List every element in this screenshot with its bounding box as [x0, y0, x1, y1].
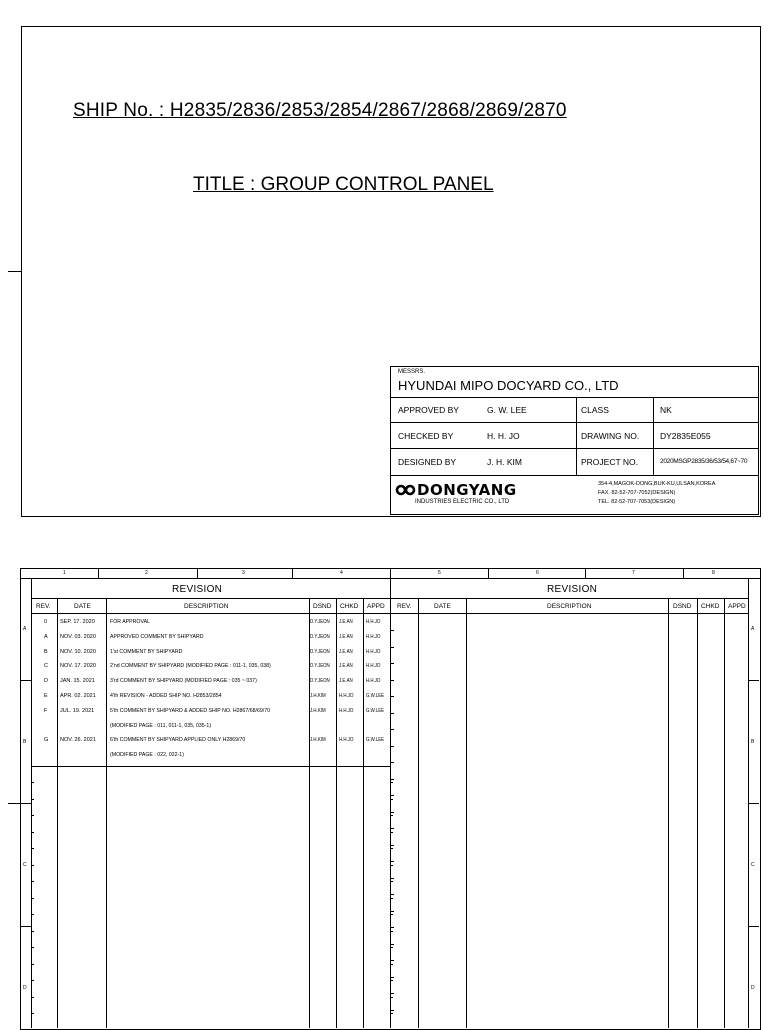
company-address: 354-4,MAGOK-DONG,BUK-KU,ULSAN,KOREA — [598, 481, 716, 487]
ship-number: SHIP No. : H2835/2836/2853/2854/2867/2868/2869/2870 — [73, 100, 567, 121]
rev-cell-rev: A — [44, 633, 48, 640]
tb-divider — [391, 475, 758, 476]
rev-cell-date: APR. 02. 2021 — [60, 693, 96, 699]
margin-tick — [31, 865, 34, 866]
column-number: 5 — [438, 570, 441, 576]
rev-cell-rev: B — [44, 648, 48, 655]
column-tick — [197, 568, 198, 578]
margin-tick — [31, 964, 34, 965]
checked-by-value: H. H. JO — [487, 431, 520, 441]
rev-cell-appd: H.H.JO — [366, 648, 381, 655]
margin-tick — [390, 980, 393, 981]
rev-cell-chkd: J.E.AN — [339, 648, 353, 655]
rev-cell-dsnd: D.Y.JEON — [310, 619, 330, 625]
margin-tick — [391, 861, 394, 862]
rev-cell-desc: (MODIFIED PAGE : 011, 011-1, 035, 035-1) — [110, 722, 212, 729]
margin-tick — [391, 977, 394, 978]
rev-cell-date: NOV. 26. 2021 — [60, 737, 96, 744]
margin-tick — [391, 812, 394, 813]
class-label: CLASS — [581, 405, 609, 415]
zone-letter: B — [23, 739, 27, 745]
designed-by-label: DESIGNED BY — [398, 457, 457, 467]
col-line — [336, 598, 337, 1028]
designed-by-value: J. H. KIM — [487, 457, 522, 467]
col-line — [363, 598, 364, 1028]
zone-tick — [20, 680, 31, 681]
col-line — [724, 598, 725, 1028]
header-description: DESCRIPTION — [547, 603, 592, 610]
rev-cell-appd: G.W.LEE — [366, 737, 385, 744]
zone-letter: A — [751, 626, 755, 632]
margin-tick — [31, 799, 34, 800]
col-line — [668, 598, 669, 1028]
margin-tick — [391, 845, 394, 846]
company-subtitle: INDUSTRIES ELECTRIC CO., LTD — [415, 499, 510, 505]
column-number: 8 — [712, 570, 715, 576]
rev-cell-desc: 4'th REVISION - ADDED SHIP NO. H2853/2854 — [110, 693, 222, 699]
zone-tick — [20, 926, 31, 927]
zone-letter: A — [23, 626, 27, 632]
margin-tick — [390, 799, 393, 800]
header-dsnd: DSND — [673, 603, 692, 610]
column-number: 7 — [632, 570, 635, 576]
messrs-label: MESSRS. — [398, 369, 426, 375]
revision-title-left: REVISION — [172, 584, 223, 595]
column-tick — [390, 568, 391, 578]
revision-edge-tick — [8, 803, 32, 804]
drawing-no-label: DRAWING NO. — [581, 431, 640, 441]
header-rev: REV. — [36, 603, 51, 610]
company-tel: TEL. 82-52-707-7053(DESIGN) — [598, 499, 676, 505]
rev-cell-chkd: J.E.AN — [339, 678, 353, 685]
rev-cell-chkd: J.E.AN — [339, 619, 353, 625]
margin-tick — [391, 828, 394, 829]
margin-tick — [31, 947, 34, 948]
approved-by-label: APPROVED BY — [398, 405, 459, 415]
rev-cell-dsnd: J.H.KIM — [310, 707, 326, 714]
tb-divider — [391, 397, 758, 398]
rev-cell-dsnd: J.H.KIM — [310, 693, 326, 699]
margin-tick — [390, 881, 393, 882]
rev-cell-appd: G.W.LEE — [366, 707, 385, 714]
column-number: 4 — [340, 570, 343, 576]
tb-divider — [391, 422, 758, 423]
project-no-label: PROJECT NO. — [581, 457, 638, 467]
margin-tick — [391, 795, 394, 796]
margin-tick — [31, 881, 34, 882]
margin-tick — [390, 848, 393, 849]
margin-tick — [391, 960, 394, 961]
rev-cell-date: NOV. 17. 2020 — [60, 663, 96, 670]
col-line — [466, 598, 467, 1028]
margin-tick — [391, 927, 394, 928]
header-chkd: CHKD — [701, 603, 720, 610]
rev-cell-desc: 1'st COMMENT BY SHIPYARD — [110, 648, 183, 655]
rev-cell-rev: D — [44, 678, 48, 685]
col-line — [418, 598, 419, 1028]
rev-cell-chkd: J.E.AN — [339, 633, 353, 640]
margin-tick — [31, 848, 34, 849]
project-no-value: 2020MSGP2835/36/53/54,67~70 — [660, 458, 748, 465]
rev-cell-rev: F — [44, 707, 48, 714]
header-description: DESCRIPTION — [184, 603, 229, 610]
rev-cell-appd: H.H.JO — [366, 663, 381, 670]
margin-tick — [390, 914, 393, 915]
margin-tick — [391, 1010, 394, 1011]
margin-tick — [390, 964, 393, 965]
rev-cell-rev: C — [44, 663, 48, 670]
margin-tick — [390, 782, 393, 783]
margin-tick — [390, 931, 393, 932]
rev-cell-desc: APPROVED COMMENT BY SHIPYARD — [110, 633, 204, 640]
zone-letter: C — [23, 862, 27, 868]
tb-divider — [391, 448, 758, 449]
rev-cell-appd: G.W.LEE — [366, 693, 385, 699]
drawing-title: TITLE : GROUP CONTROL PANEL — [193, 174, 494, 195]
rev-cell-rev: 0 — [44, 619, 48, 625]
header-rev: REV. — [397, 603, 412, 610]
revision-title-bar — [31, 598, 748, 599]
drawing-no-value: DY2835E055 — [660, 431, 711, 441]
column-tick — [98, 568, 99, 578]
margin-tick — [391, 993, 394, 994]
column-number: 1 — [63, 570, 66, 576]
margin-tick — [31, 980, 34, 981]
rev-cell-dsnd: D.Y.JEON — [310, 648, 330, 655]
margin-tick — [31, 997, 34, 998]
rev-cell-desc: 6'th COMMENT BY SHIPYARD APPLIED ONLY H2869/70 — [110, 737, 246, 744]
margin-tick — [31, 832, 34, 833]
margin-tick — [391, 779, 394, 780]
margin-tick — [390, 898, 393, 899]
margin-tick — [31, 782, 34, 783]
rev-cell-desc: FOR APPROVAL — [110, 619, 150, 625]
zone-letter: C — [751, 862, 755, 868]
margin-tick — [391, 663, 394, 664]
class-value: NK — [660, 405, 672, 415]
margin-tick — [391, 944, 394, 945]
revision-header-bar — [31, 613, 748, 614]
rev-cell-date: SEP. 17. 2020 — [60, 619, 95, 625]
tb-divider — [576, 397, 577, 475]
rev-cell-rev: G — [44, 737, 49, 744]
title-block — [390, 366, 759, 515]
margin-tick — [391, 647, 394, 648]
margin-tick — [31, 898, 34, 899]
zone-tick — [748, 926, 759, 927]
margin-tick — [390, 947, 393, 948]
col-line — [697, 598, 698, 1028]
cover-edge-tick — [8, 271, 22, 272]
rev-cell-date: JUL. 19. 2021 — [60, 707, 95, 714]
margin-tick — [391, 729, 394, 730]
zone-letter: D — [751, 985, 755, 991]
rev-cell-desc: 3'rd COMMENT BY SHIPYARD (MODIFIED PAGE : 035 ~ 037) — [110, 678, 257, 685]
header-date: DATE — [434, 603, 451, 610]
rev-cell-chkd: H.H.JO — [339, 737, 354, 744]
margin-tick — [391, 911, 394, 912]
revision-title-right: REVISION — [547, 584, 598, 595]
approved-by-value: G. W. LEE — [487, 405, 527, 415]
margin-tick — [391, 696, 394, 697]
column-tick — [292, 568, 293, 578]
margin-tick — [391, 713, 394, 714]
rev-cell-date: JAN. 15. 2021 — [60, 678, 95, 685]
header-chkd: CHKD — [340, 603, 359, 610]
rev-cell-rev: E — [44, 693, 48, 699]
rev-cell-desc: (MODIFIED PAGE : 022, 022-1) — [110, 752, 184, 759]
margin-tick — [390, 865, 393, 866]
zone-letter: D — [23, 985, 27, 991]
column-number: 6 — [536, 570, 539, 576]
zone-tick — [748, 803, 759, 804]
margin-tick — [31, 931, 34, 932]
margin-tick — [390, 815, 393, 816]
rev-cell-dsnd: D.Y.JEON — [310, 678, 330, 685]
column-number: 3 — [242, 570, 245, 576]
company-logo-icon — [395, 484, 417, 496]
column-tick — [488, 568, 489, 578]
rev-cell-appd: H.H.JO — [366, 633, 381, 640]
margin-tick — [391, 762, 394, 763]
rev-cell-dsnd: D.Y.JEON — [310, 663, 330, 670]
margin-tick — [391, 746, 394, 747]
tb-divider — [653, 397, 654, 475]
column-number: 2 — [145, 570, 148, 576]
company-logo-text: DONGYANG — [417, 481, 517, 499]
margin-tick — [391, 680, 394, 681]
company-fax: FAX. 82-52-707-7052(DESIGN) — [598, 490, 676, 496]
header-date: DATE — [74, 603, 91, 610]
column-tick — [683, 568, 684, 578]
zone-tick — [748, 680, 759, 681]
customer-name: HYUNDAI MIPO DOCYARD CO., LTD — [398, 378, 619, 393]
header-appd: APPD — [367, 603, 385, 610]
rev-cell-appd: H.H.JO — [366, 678, 381, 685]
zone-letter: B — [751, 739, 755, 745]
margin-tick — [391, 894, 394, 895]
margin-tick — [31, 815, 34, 816]
margin-tick — [391, 878, 394, 879]
rev-cell-date: NOV. 10. 2020 — [60, 648, 96, 655]
rev-cell-chkd: H.H.JO — [339, 707, 354, 714]
revision-entries-end — [31, 766, 390, 767]
header-appd: APPD — [728, 603, 746, 610]
margin-tick — [31, 914, 34, 915]
margin-tick — [390, 1013, 393, 1014]
rev-cell-appd: H.H.JO — [366, 619, 381, 625]
margin-tick — [391, 630, 394, 631]
rev-cell-desc: 5'th COMMENT BY SHIPYARD & ADDED SHIP NO. H2867/68/69/70 — [110, 707, 271, 714]
margin-tick — [390, 832, 393, 833]
column-tick — [585, 568, 586, 578]
col-line — [57, 598, 58, 1028]
rev-cell-chkd: H.H.JO — [339, 693, 354, 699]
rev-cell-dsnd: J.H.KIM — [310, 737, 326, 744]
col-line — [106, 598, 107, 1028]
checked-by-label: CHECKED BY — [398, 431, 454, 441]
rev-cell-date: NOV. 03. 2020 — [60, 633, 96, 640]
rev-cell-desc: 2'nd COMMENT BY SHIPYARD (MODIFIED PAGE : 011-1, 035, 038) — [110, 663, 271, 670]
rev-cell-dsnd: D.Y.JEON — [310, 633, 330, 640]
margin-tick — [31, 1013, 34, 1014]
rev-cell-chkd: J.E.AN — [339, 663, 353, 670]
header-dsnd: DSND — [313, 603, 332, 610]
margin-tick — [390, 997, 393, 998]
